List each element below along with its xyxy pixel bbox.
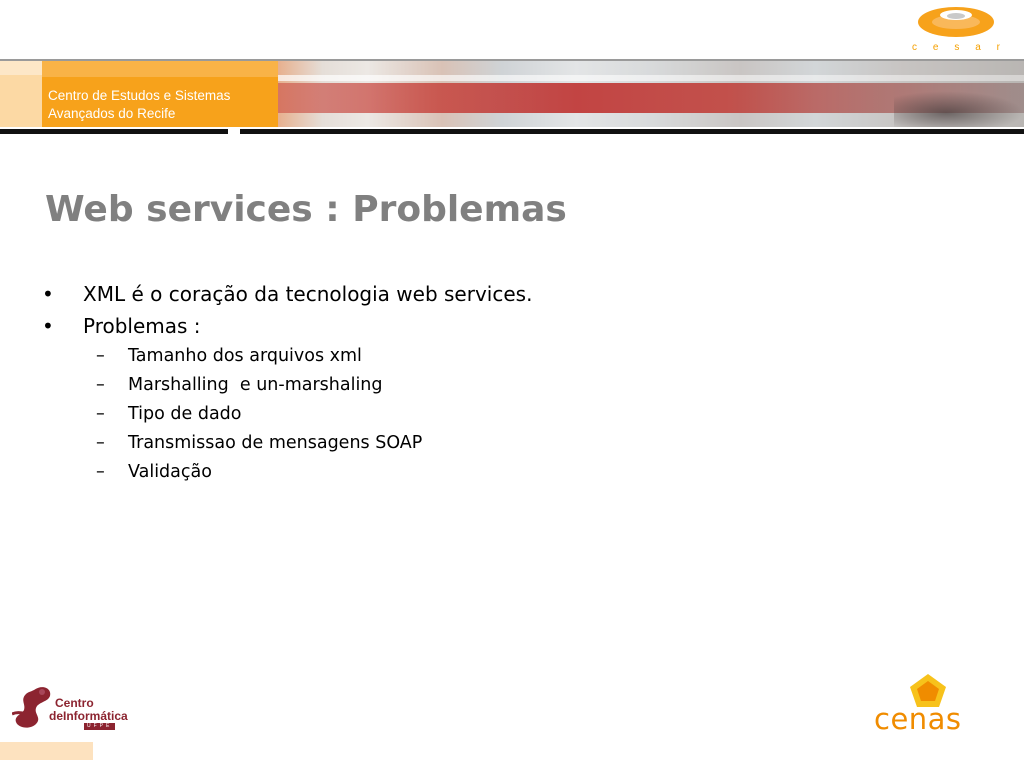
- cenas-logo: [868, 672, 992, 742]
- sub-bullet-item: [42, 342, 942, 371]
- sub-bullet-text: Tipo de dado: [128, 404, 242, 424]
- cesar-letter: c: [912, 42, 917, 53]
- sub-bullet-marker: –: [96, 346, 105, 366]
- cin-logo-line-1: Centro: [55, 696, 94, 710]
- bullet-list: [42, 278, 942, 487]
- banner-line-2: Avançados do Recife: [48, 106, 176, 121]
- header-banner: [0, 61, 1024, 127]
- banner-line-1: Centro de Estudos e Sistemas: [48, 88, 231, 103]
- banner-title-block: [42, 61, 278, 127]
- bullet-item: [42, 278, 942, 310]
- banner-office-photo: [278, 61, 1024, 127]
- banner-left-block: [0, 61, 42, 127]
- cenas-logo-text: cenas: [874, 702, 962, 736]
- cesar-logo-letters: [912, 42, 1000, 53]
- cin-logo: [12, 684, 147, 736]
- cin-logo-ufpe: UFPE: [84, 723, 115, 730]
- bullet-text: Problemas :: [83, 314, 201, 338]
- sub-bullet-item: [42, 371, 942, 400]
- sub-bullet-text: Transmissao de mensagens SOAP: [128, 433, 423, 453]
- cesar-letter: s: [954, 42, 960, 53]
- photo-shadow: [894, 91, 1024, 127]
- sub-bullet-text: Marshalling e un-marshaling: [128, 375, 383, 395]
- banner-text: [48, 87, 230, 123]
- footer-strip: [0, 742, 93, 760]
- cesar-letter: a: [975, 42, 981, 53]
- sub-bullet-item: [42, 458, 942, 487]
- sub-bullet-text: Validação: [128, 462, 212, 482]
- cesar-logo: [912, 4, 1000, 56]
- sub-bullet-marker: –: [96, 433, 105, 453]
- slide-title: Web services : Problemas: [45, 189, 567, 230]
- sub-bullet-item: [42, 429, 942, 458]
- cesar-letter: e: [932, 42, 939, 53]
- bullet-marker: •: [42, 314, 54, 338]
- photo-highlight: [278, 75, 1024, 81]
- sub-bullet-text: Tamanho dos arquivos xml: [128, 346, 362, 366]
- sub-bullet-marker: –: [96, 404, 105, 424]
- cesar-letter: r: [996, 42, 1000, 53]
- cin-logo-line-2: deInformática: [49, 709, 128, 723]
- sub-bullet-item: [42, 400, 942, 429]
- sub-bullet-marker: –: [96, 375, 105, 395]
- bullet-item: [42, 310, 942, 342]
- banner-rule-right: [240, 129, 1024, 134]
- banner-rule-left: [0, 129, 228, 134]
- bullet-marker: •: [42, 282, 54, 306]
- sub-bullet-marker: –: [96, 462, 105, 482]
- bullet-text: XML é o coração da tecnologia web services.: [83, 282, 533, 306]
